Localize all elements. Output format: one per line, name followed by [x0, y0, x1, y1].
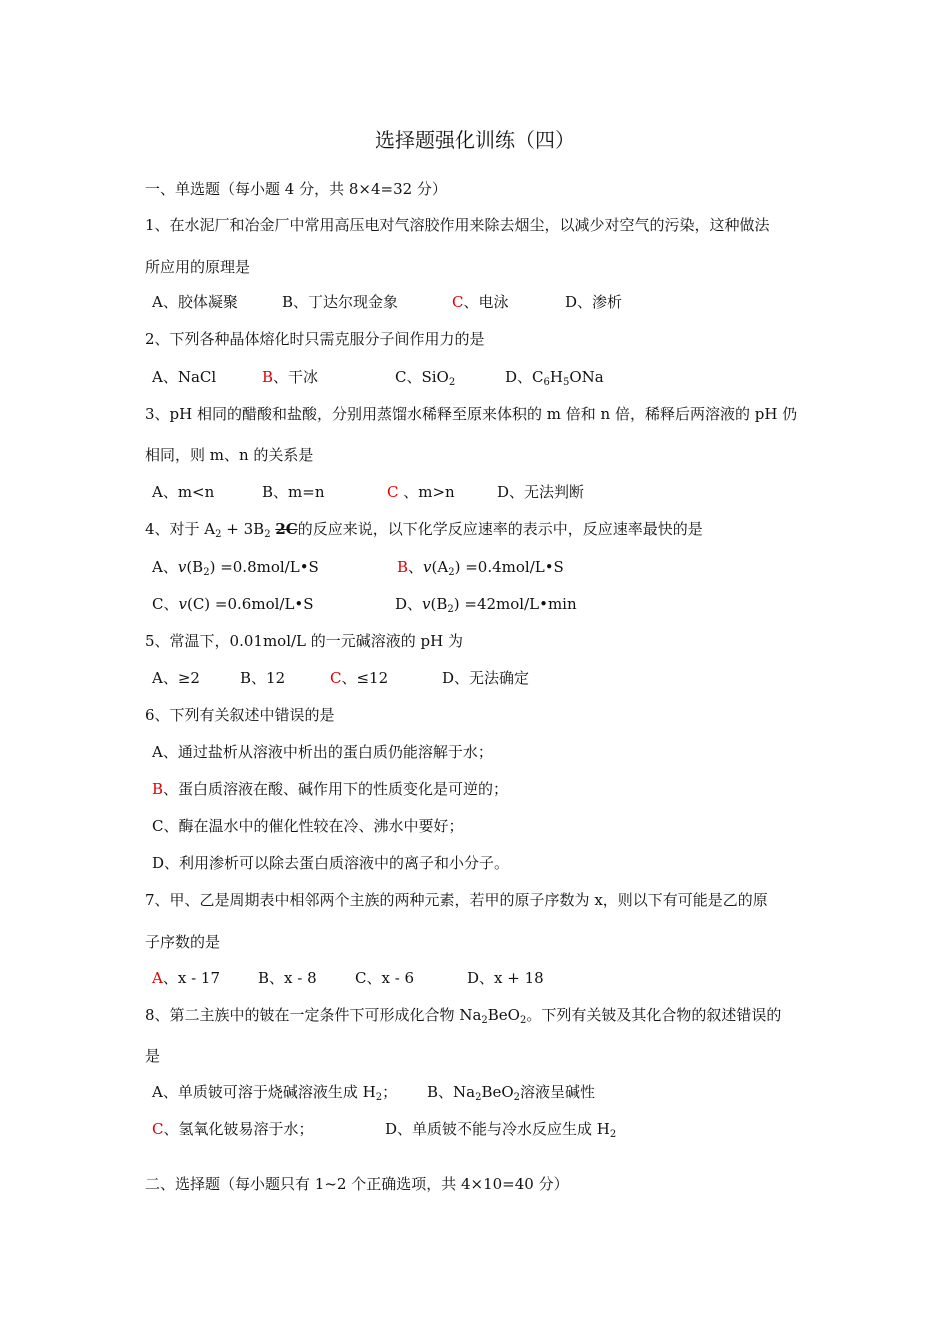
q5-option-a: A、≥2: [152, 669, 200, 687]
page-title: 选择题强化训练（四）: [375, 128, 575, 152]
answer-mark: A: [152, 969, 163, 987]
q1-option-b: B、丁达尔现金象: [282, 293, 399, 311]
answer-mark: C: [452, 293, 464, 311]
q3-option-b: B、m=n: [262, 483, 325, 501]
q5-option-c: C、≤12: [330, 669, 389, 687]
q5-option-b: B、12: [240, 669, 286, 687]
q4-option-a: A、$v(B_2)$ =0.8mol/L•S: [152, 558, 319, 578]
q7-option-d: D、x + 18: [467, 969, 544, 987]
q8-stem-line2: 是: [145, 1047, 161, 1065]
section-2-heading: 二、选择题（每小题只有 1~2 个正确选项，共 4×10=40 分）: [145, 1175, 569, 1193]
q8-stem-line1: 8、第二主族中的铍在一定条件下可形成化合物 $Na_2BeO_2$。下列有关铍及其化合物的叙述错误的: [145, 1006, 782, 1026]
q4-option-d: D、$v(B_2)$ =42mol/L•min: [395, 595, 577, 615]
answer-mark: C: [152, 1120, 164, 1138]
answer-mark: B: [397, 558, 409, 576]
q2-option-b: B、干冰: [262, 368, 319, 386]
q4-stem: 4、对于 $A_2 + 3B_2$ 2C的反应来说，以下化学反应速率的表示中，反应速率最快的是: [145, 520, 703, 540]
q5-stem: 5、常温下，0.01mol/L 的一元碱溶液的 pH 为: [145, 632, 463, 650]
q1-option-a: A、胶体凝聚: [152, 293, 238, 311]
q8-option-c: C、氢氧化铍易溶于水；: [152, 1120, 314, 1138]
q6-option-a: A、通过盐析从溶液中析出的蛋白质仍能溶解于水；: [152, 743, 493, 761]
q5-option-d: D、无法确定: [442, 669, 530, 687]
q3-option-c: C 、m>n: [387, 483, 455, 501]
q7-option-b: B、x - 8: [258, 969, 317, 987]
answer-mark: B: [152, 780, 164, 798]
q3-stem-line2: 相同，则 m、n 的关系是: [145, 446, 314, 464]
q1-option-c: C、电泳: [452, 293, 509, 311]
answer-mark: B: [262, 368, 274, 386]
q7-stem-line1: 7、甲、乙是周期表中相邻两个主族的两种元素，若甲的原子序数为 x，则以下有可能是乙的原: [145, 891, 768, 909]
q8-option-a: A、单质铍可溶于烧碱溶液生成 $H_2$；: [152, 1083, 398, 1103]
q7-option-a: A、x - 17: [152, 969, 220, 987]
q6-option-d: D、利用渗析可以除去蛋白质溶液中的离子和小分子。: [152, 854, 510, 872]
q2-option-a: A、NaCl: [152, 368, 217, 386]
q2-option-d: D、$C_6H_5ONa$: [505, 368, 604, 388]
q3-option-d: D、无法判断: [497, 483, 585, 501]
q2-stem: 2、下列各种晶体熔化时只需克服分子间作用力的是: [145, 330, 485, 348]
q4-option-c: C、v(C) =0.6mol/L•S: [152, 595, 314, 613]
struck-product: 2C: [275, 520, 298, 538]
q8-option-d: D、单质铍不能与冷水反应生成 $H_2$: [385, 1120, 617, 1140]
q1-stem-line1: 1、在水泥厂和冶金厂中常用高压电对气溶胶作用来除去烟尘，以减少对空气的污染，这种做法: [145, 216, 770, 234]
q2-option-c: C、SiO$_2$: [395, 368, 456, 388]
section-1-heading: 一、单选题（每小题 4 分，共 8×4=32 分）: [145, 180, 447, 198]
q7-stem-line2: 子序数的是: [145, 933, 221, 951]
q3-option-a: A、m<n: [152, 483, 215, 501]
answer-mark: C: [330, 669, 342, 687]
q7-option-c: C、x - 6: [355, 969, 415, 987]
answer-mark: C: [387, 483, 399, 501]
q6-option-c: C、酶在温水中的催化性较在冷、沸水中要好；: [152, 817, 464, 835]
q3-stem-line1: 3、pH 相同的醋酸和盐酸，分别用蒸馏水稀释至原来体积的 m 倍和 n 倍，稀释后两溶液的 pH 仍: [145, 405, 798, 423]
q4-option-b: B、$v(A_2)$ =0.4mol/L•S: [397, 558, 564, 578]
q1-option-d: D、渗析: [565, 293, 623, 311]
q1-stem-line2: 所应用的原理是: [145, 258, 251, 276]
q8-option-b: B、$Na_2BeO_2$溶液呈碱性: [427, 1083, 596, 1103]
q6-stem: 6、下列有关叙述中错误的是: [145, 706, 335, 724]
q6-option-b: B、蛋白质溶液在酸、碱作用下的性质变化是可逆的；: [152, 780, 509, 798]
